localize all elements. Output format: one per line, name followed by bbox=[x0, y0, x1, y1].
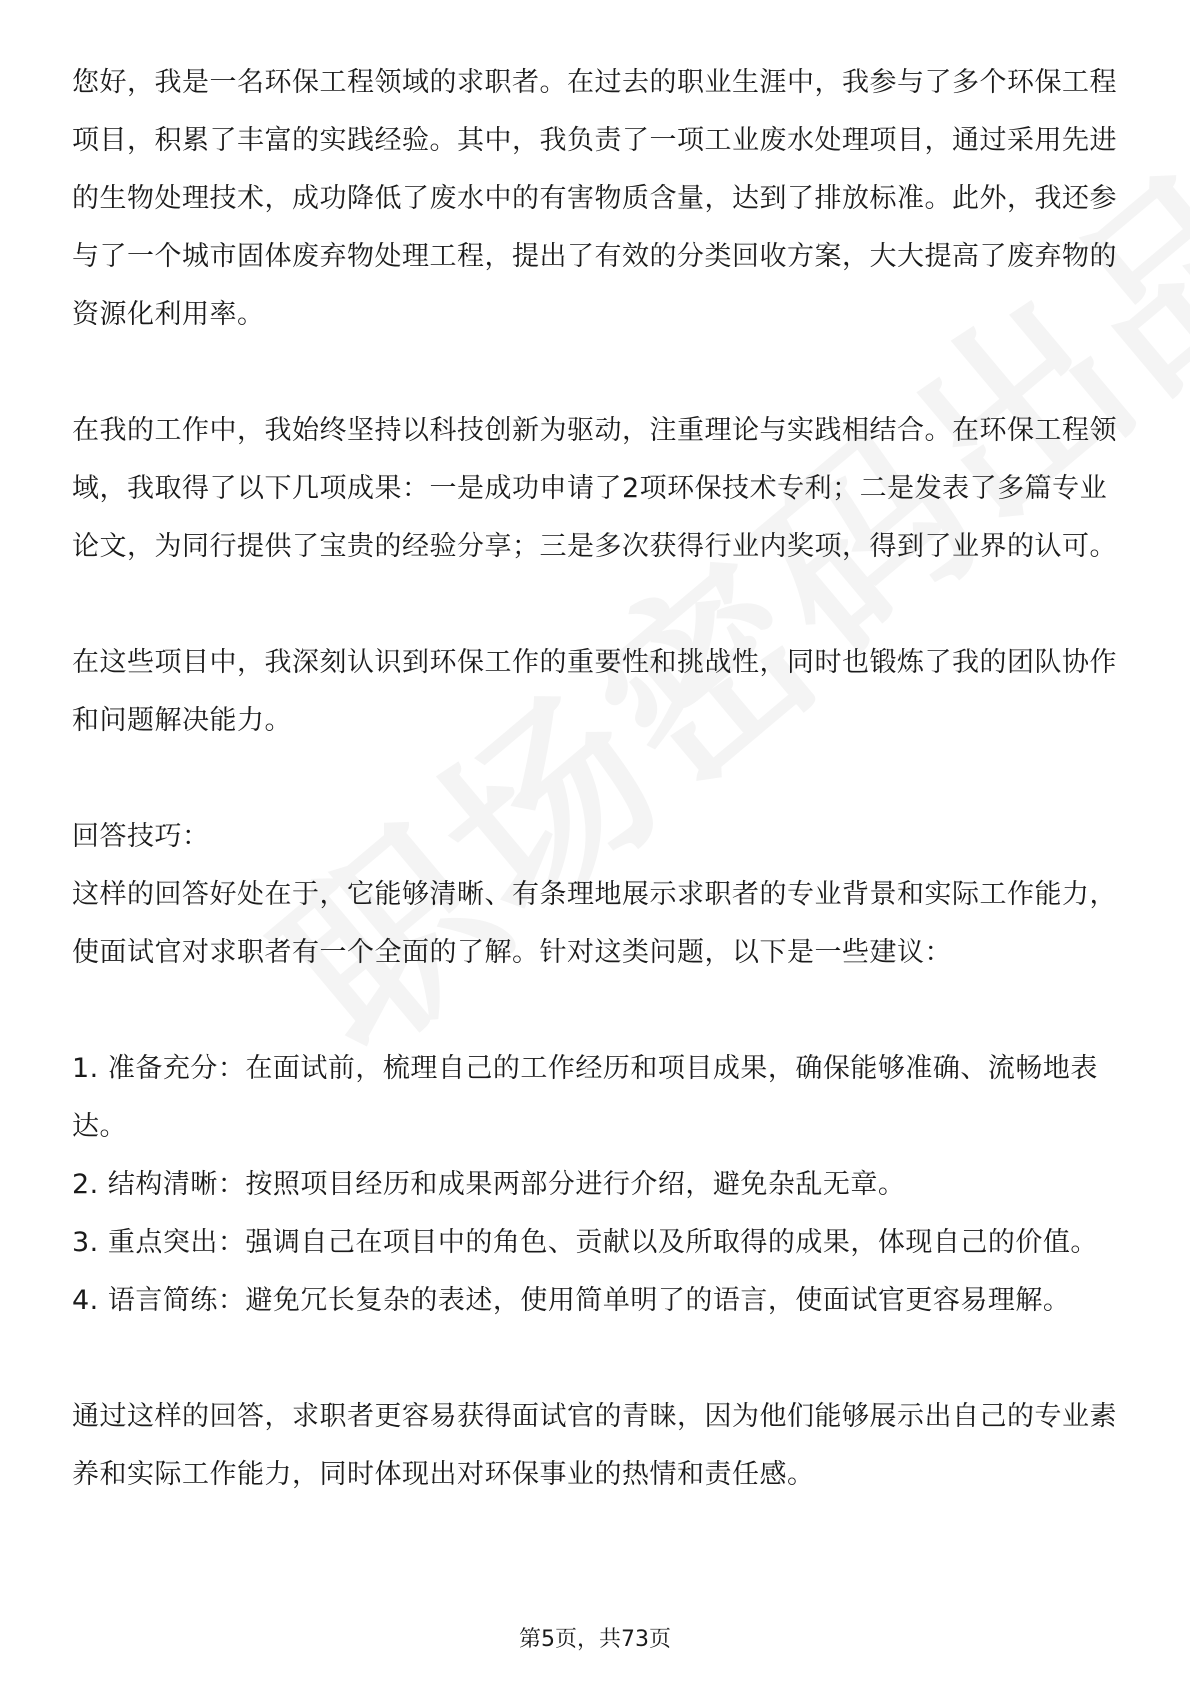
paragraph-reflection: 在这些项目中，我深刻认识到环保工作的重要性和挑战性，同时也锻炼了我的团队协作和问题解决能力。 bbox=[72, 647, 1117, 736]
document-body bbox=[72, 54, 1117, 1504]
paragraph-achievements: 在我的工作中，我始终坚持以科技创新为驱动，注重理论与实践相结合。在环保工程领域，我取得了以下几项成果：一是成功申请了2项环保技术专利；二是发表了多篇专业论文，为同行提供了宝贵的经验分享；三是多次获得行业内奖项，得到了业界的认可。 bbox=[72, 415, 1117, 562]
tips-conclusion: 通过这样的回答，求职者更容易获得面试官的青睐，因为他们能够展示出自己的专业素养和实际工作能力，同时体现出对环保事业的热情和责任感。 bbox=[72, 1401, 1117, 1490]
tips-intro: 这样的回答好处在于，它能够清晰、有条理地展示求职者的专业背景和实际工作能力，使面试官对求职者有一个全面的了解。针对这类问题，以下是一些建议： bbox=[72, 879, 1117, 968]
paragraph-intro: 您好，我是一名环保工程领域的求职者。在过去的职业生涯中，我参与了多个环保工程项目，积累了丰富的实践经验。其中，我负责了一项工业废水处理项目，通过采用先进的生物处理技术，成功降低了废水中的有害物质含量，达到了排放标准。此外，我还参与了一个城市固体废弃物处理工程，提出了有效的分类回收方案，大大提高了废弃物的资源化利用率。 bbox=[72, 67, 1117, 330]
tip-item-1: 1. 准备充分：在面试前，梳理自己的工作经历和项目成果，确保能够准确、流畅地表达。 bbox=[72, 1053, 1098, 1142]
tip-item-2: 2. 结构清晰：按照项目经历和成果两部分进行介绍，避免杂乱无章。 bbox=[72, 1169, 906, 1200]
page-number: 第5页，共73页 bbox=[519, 1627, 671, 1652]
tip-item-4: 4. 语言简练：避免冗长复杂的表述，使用简单明了的语言，使面试官更容易理解。 bbox=[72, 1285, 1071, 1316]
tip-item-3: 3. 重点突出：强调自己在项目中的角色、贡献以及所取得的成果，体现自己的价值。 bbox=[72, 1227, 1098, 1258]
page-footer bbox=[0, 1622, 1190, 1653]
tips-heading: 回答技巧： bbox=[72, 821, 210, 852]
